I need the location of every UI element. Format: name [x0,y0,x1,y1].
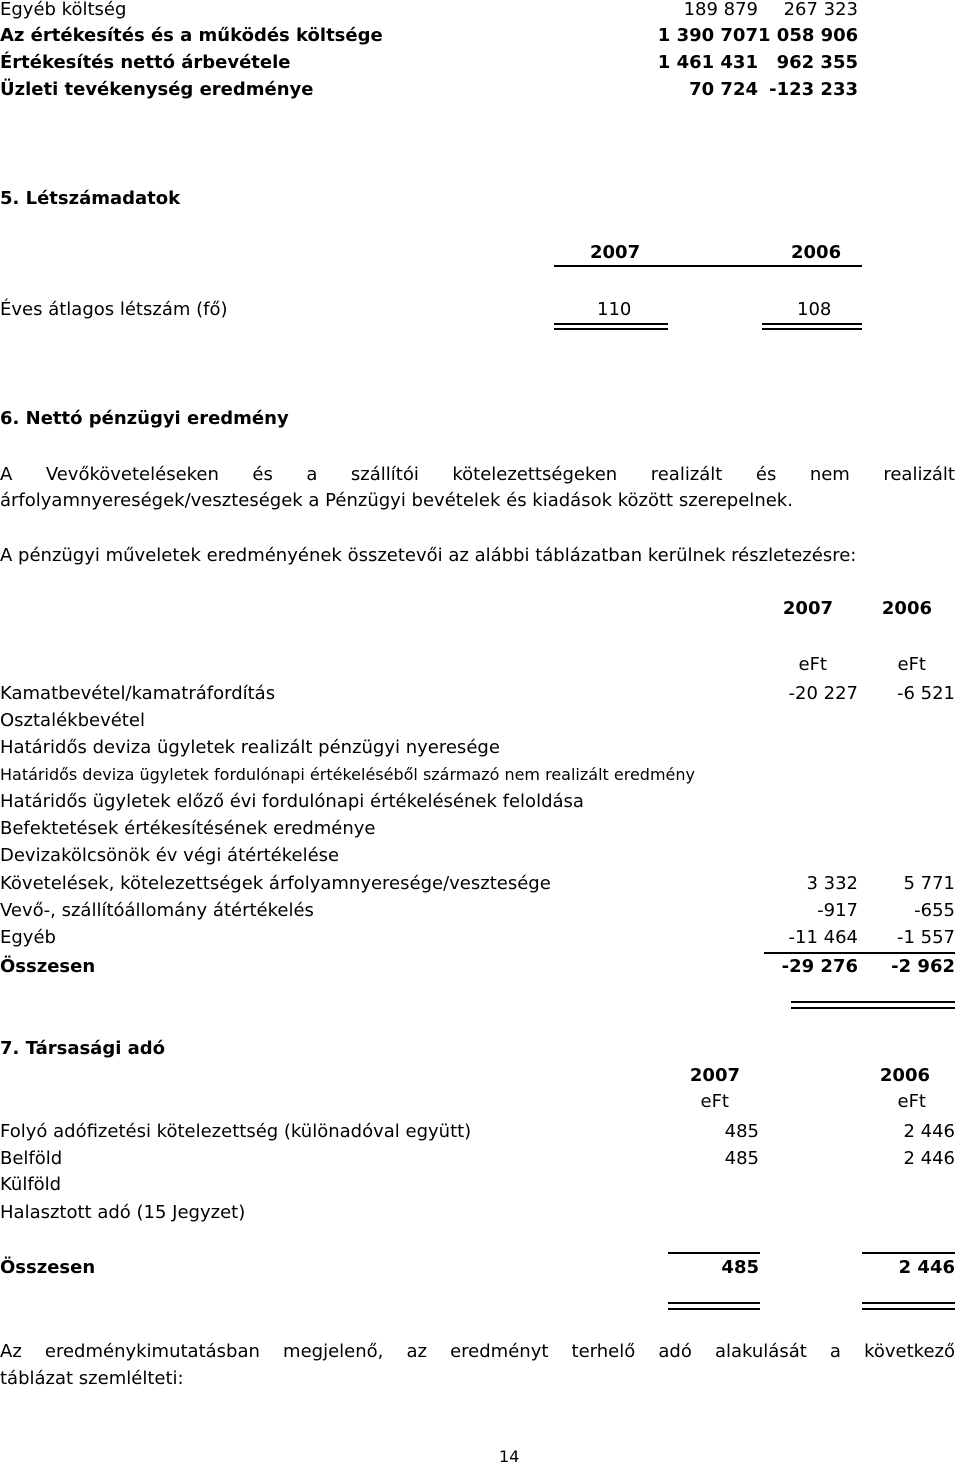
unit-2007: eFt [700,1091,729,1112]
row-label: Üzleti tevékenység eredménye [0,79,314,100]
year-2006-header: 2006 [879,1065,930,1086]
sum-rule [862,1252,955,1254]
value-2006: 962 355 [776,52,858,73]
double-underline [554,323,668,325]
double-underline [554,328,668,330]
double-underline [762,328,862,330]
total-2007: 485 [721,1257,759,1278]
value-2006: 2 446 [903,1148,955,1169]
value-2006: -655 [914,900,955,921]
value-2006: 5 771 [903,873,955,894]
value-2007: 485 [724,1121,759,1142]
total-2006: -2 962 [891,956,955,977]
value-2007: 70 724 [689,79,758,100]
value-2007: -11 464 [788,927,858,948]
value-2007: 189 879 [683,0,758,20]
table-row-label: Határidős ügyletek előző évi fordulónapi értékelésének feloldása [0,791,584,812]
paragraph-line: árfolyamnyereségek/veszteségek a Pénzügyi bevételek és kiadások között szerepelnek. [0,490,793,511]
sum-rule [764,952,955,954]
row-label: Értékesítés nettó árbevétele [0,52,291,73]
value-2006: -6 521 [896,683,955,704]
table-row-label: Külföld [0,1174,62,1195]
row-label: Éves átlagos létszám (fő) [0,299,228,320]
value-2006: -123 233 [769,79,858,100]
table-row-label: Határidős deviza ügyletek realizált pénzügyi nyeresége [0,737,500,758]
year-2006-header: 2006 [881,598,932,619]
unit-2007: eFt [798,654,827,675]
value-2007: -20 227 [788,683,858,704]
double-underline [862,1308,955,1310]
value-2007: 1 461 431 [657,52,758,73]
paragraph: A pénzügyi műveletek eredményének összetevői az alábbi táblázatban kerülnek részletezésre: [0,545,857,566]
total-label: Összesen [0,1257,96,1278]
double-underline [862,1302,955,1304]
double-underline [791,1001,955,1003]
header-rule [554,265,862,267]
table-row-label: Osztalékbevétel [0,710,145,731]
year-2007-header: 2007 [590,242,641,263]
row-label: Az értékesítés és a működés költsége [0,25,383,46]
value-2007: 110 [597,299,632,320]
table-row-label: Devizakölcsönök év végi átértékelése [0,845,340,866]
table-row-label: Halasztott adó (15 Jegyzet) [0,1202,246,1223]
year-2006-header: 2006 [791,242,842,263]
unit-2006: eFt [897,654,926,675]
table-row-label: Folyó adófizetési kötelezettség (különadóval együtt) [0,1121,472,1142]
year-2007-header: 2007 [782,598,833,619]
unit-2006: eFt [897,1091,926,1112]
value-2007: -917 [817,900,858,921]
page-number: 14 [499,1447,520,1466]
row-label: Egyéb költség [0,0,127,20]
sum-rule [668,1252,760,1254]
paragraph-line: táblázat szemlélteti: [0,1368,184,1389]
double-underline [762,323,862,325]
value-2007: 1 390 707 [657,25,758,46]
table-row-label: Kamatbevétel/kamatráfordítás [0,683,276,704]
paragraph-line: A Vevőköveteléseken és a szállítói kötelezettségeken realizált és nem realizált [0,464,955,485]
double-underline [791,1007,955,1009]
value-2006: 108 [797,299,832,320]
table-row-label: Vevő-, szállítóállomány átértékelés [0,900,314,921]
value-2006: -1 557 [896,927,955,948]
total-label: Összesen [0,956,96,977]
table-row-label: Követelések, kötelezettségek árfolyamnyeresége/vesztesége [0,873,551,894]
value-2006: 2 446 [903,1121,955,1142]
value-2006: 1 058 906 [758,25,859,46]
year-2007-header: 2007 [689,1065,740,1086]
section-title: 5. Létszámadatok [0,188,181,209]
value-2006: 267 323 [783,0,858,20]
table-row-label: Határidős deviza ügyletek fordulónapi értékeléséből származó nem realizált eredmény [0,765,695,784]
value-2007: 3 332 [806,873,858,894]
section-title: 7. Társasági adó [0,1038,166,1059]
table-row-label: Belföld [0,1148,63,1169]
table-row-label: Egyéb [0,927,56,948]
double-underline [668,1308,760,1310]
table-row-label: Befektetések értékesítésének eredménye [0,818,376,839]
paragraph-line: Az eredménykimutatásban megjelenő, az eredményt terhelő adó alakulását a következő [0,1341,955,1362]
total-2007: -29 276 [781,956,858,977]
value-2007: 485 [724,1148,759,1169]
section-title: 6. Nettó pénzügyi eredmény [0,408,289,429]
total-2006: 2 446 [898,1257,955,1278]
double-underline [668,1302,760,1304]
